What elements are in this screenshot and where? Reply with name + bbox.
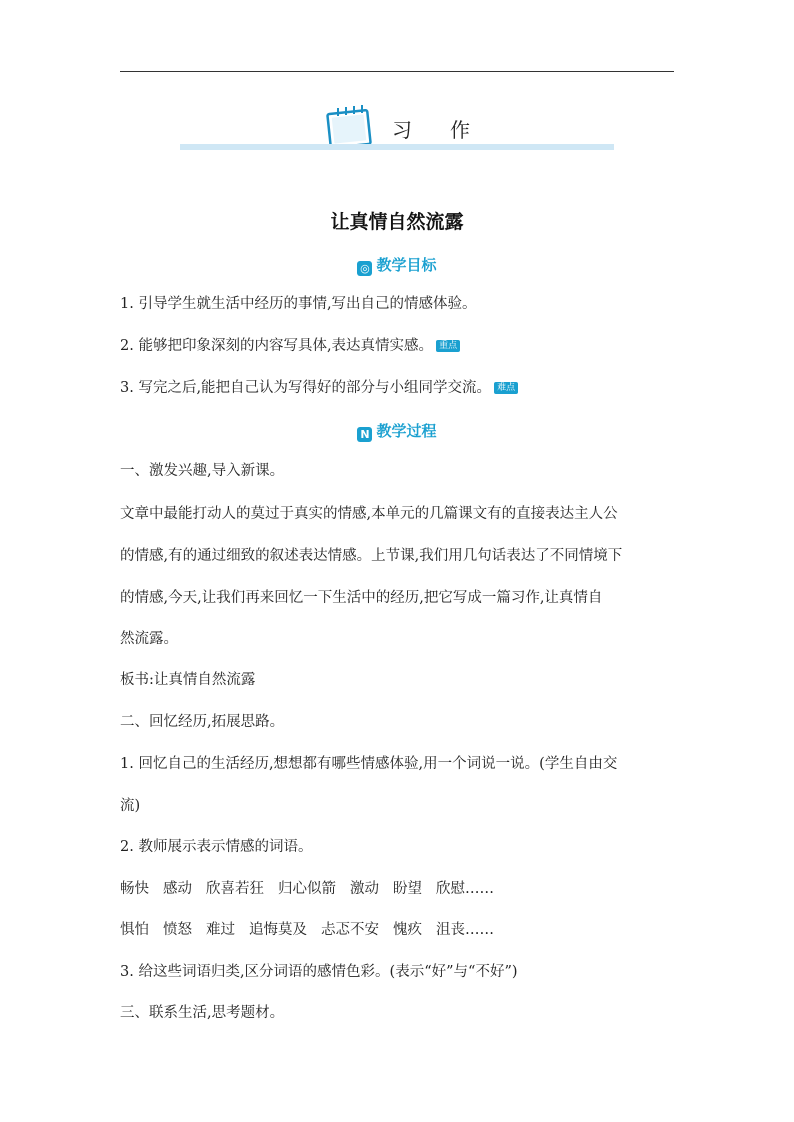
list-item: 2. 教师展示表示情感的词语。 <box>120 839 313 855</box>
goal-item: 1. 引导学生就生活中经历的事情,写出自己的情感体验。 <box>120 296 477 312</box>
top-rule <box>120 71 674 72</box>
emotion-word: 难过 <box>206 922 235 938</box>
difficulty-badge: 难点 <box>494 382 518 394</box>
paragraph-line: 的情感,今天,让我们再来回忆一下生活中的经历,把它写成一篇习作,让真情自 <box>120 590 603 606</box>
emotion-word: 归心似箭 <box>278 881 336 897</box>
emotion-word: 忐忑不安 <box>321 922 379 938</box>
emotion-word: 愤怒 <box>163 922 192 938</box>
emotion-word: 激动 <box>350 881 379 897</box>
target-icon: ◎ <box>357 261 372 276</box>
emotion-word: 畅快 <box>120 881 149 897</box>
list-item: 1. 回忆自己的生活经历,想想都有哪些情感体验,用一个词说一说。(学生自由交 <box>120 756 618 772</box>
paragraph-line: 然流露。 <box>120 631 178 647</box>
emotion-word: 欣喜若狂 <box>206 881 264 897</box>
key-point-badge: 重点 <box>436 340 460 352</box>
section-banner-bar <box>180 144 614 150</box>
board-note: 板书:让真情自然流露 <box>120 672 256 688</box>
goal-item: 3. 写完之后,能把自己认为写得好的部分与小组同学交流。 难点 <box>120 378 680 398</box>
emotion-word: 沮丧…… <box>436 922 494 938</box>
step-heading: 二、回忆经历,拓展思路。 <box>120 714 285 730</box>
goal-item: 2. 能够把印象深刻的内容写具体,表达真情实感。 重点 <box>120 336 680 356</box>
list-item: 流) <box>120 798 141 814</box>
process-heading <box>0 420 794 442</box>
process-icon: N <box>357 427 372 442</box>
emotion-word: 追悔莫及 <box>249 922 307 938</box>
emotion-word: 愧疚 <box>393 922 422 938</box>
step-heading: 一、激发兴趣,导入新课。 <box>120 463 285 479</box>
negative-words-row <box>120 920 680 940</box>
emotion-word: 盼望 <box>393 881 422 897</box>
goals-heading <box>0 254 794 276</box>
list-item: 3. 给这些词语归类,区分词语的感情色彩。(表示“好”与“不好”) <box>120 964 518 980</box>
document-title: 让真情自然流露 <box>330 211 464 233</box>
positive-words-row <box>120 879 680 899</box>
process-heading-text: 教学过程 <box>376 422 437 440</box>
emotion-word: 感动 <box>163 881 192 897</box>
section-title: 习作 <box>392 118 508 142</box>
paragraph-line: 文章中最能打动人的莫过于真实的情感,本单元的几篇课文有的直接表达主人公 <box>120 506 618 522</box>
emotion-word: 欣慰…… <box>436 881 494 897</box>
goals-heading-text: 教学目标 <box>376 256 437 274</box>
emotion-word: 惧怕 <box>120 922 149 938</box>
paragraph-line: 的情感,有的通过细致的叙述表达情感。上节课,我们用几句话表达了不同情境下 <box>120 548 623 564</box>
step-heading: 三、联系生活,思考题材。 <box>120 1005 285 1021</box>
